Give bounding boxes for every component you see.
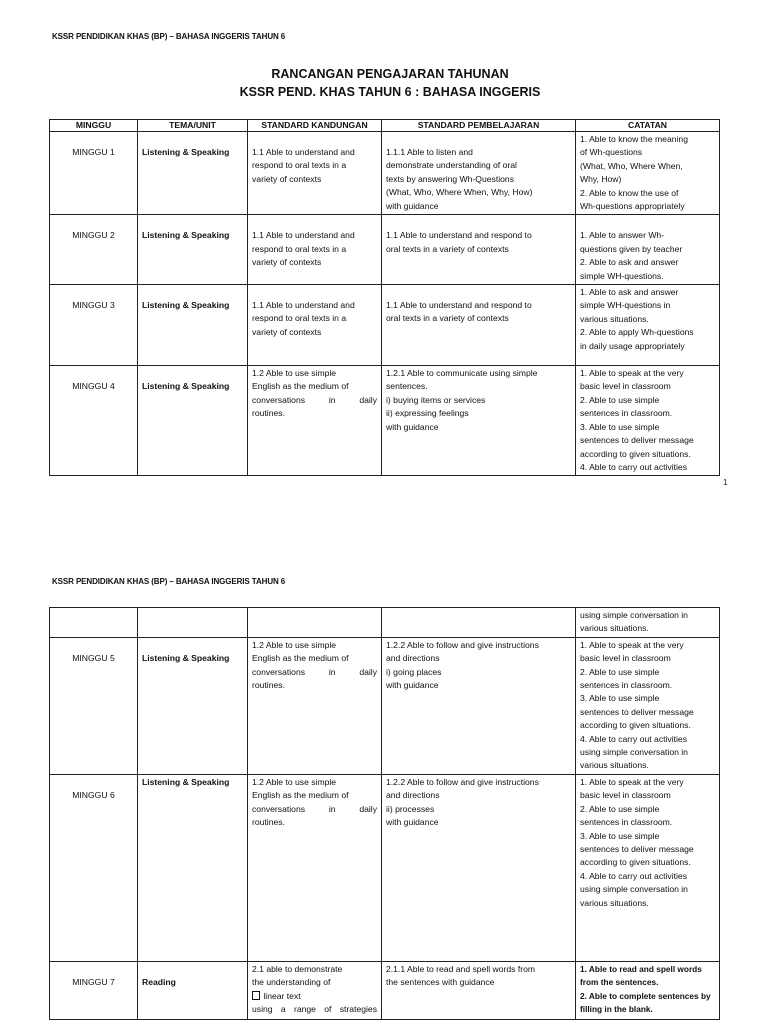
table-header-row <box>50 120 720 132</box>
table-row-continued <box>50 608 720 638</box>
sk-cell: 1.1 Able to understand and respond to oral texts in a variety of contexts <box>248 132 382 215</box>
week-cell: MINGGU 1 <box>50 132 138 215</box>
theme-cell: Listening & Speaking <box>138 285 248 366</box>
notes-cell: 1. Able to speak at the very basic level in classroom 2. Able to use simple sentences in classroom. 3. Able to use simple sentences to deliver message according to given situations. 4. Able to carry out activities <box>576 366 720 476</box>
document-subtitle: KSSR PEND. KHAS TAHUN 6 : BAHASA INGGERIS <box>239 85 541 99</box>
table-row <box>50 215 720 285</box>
table-row <box>50 366 720 476</box>
table-row <box>50 637 720 774</box>
week-cell <box>50 608 138 638</box>
theme-cell: Listening & Speaking <box>138 132 248 215</box>
week-cell: MINGGU 5 <box>50 637 138 774</box>
theme-cell: Listening & Speaking <box>138 366 248 476</box>
week-cell: MINGGU 4 <box>50 366 138 476</box>
col-header-standard-kandungan: STANDARD KANDUNGAN <box>248 120 382 132</box>
page-header: KSSR PENDIDIKAN KHAS (BP) – BAHASA INGGERIS TAHUN 6 <box>52 32 286 41</box>
notes-cell: using simple conversation in various situations. <box>576 608 720 638</box>
sk-cell: 1.1 Able to understand and respond to oral texts in a variety of contexts <box>248 215 382 285</box>
week-cell: MINGGU 7 <box>50 961 138 1019</box>
sp-cell: 1.2.2 Able to follow and give instructions and directions ii) processes with guidance <box>382 774 576 961</box>
sp-cell: 2.1.1 Able to read and spell words from the sentences with guidance <box>382 961 576 1019</box>
theme-cell: Listening & Speaking <box>138 215 248 285</box>
page-header: KSSR PENDIDIKAN KHAS (BP) – BAHASA INGGERIS TAHUN 6 <box>52 577 286 586</box>
week-cell: MINGGU 6 <box>50 774 138 961</box>
col-header-catatan: CATATAN <box>576 120 720 132</box>
document-title: RANCANGAN PENGAJARAN TAHUNAN <box>271 67 509 81</box>
notes-cell: 1. Able to speak at the very basic level in classroom 2. Able to use simple sentences in classroom. 3. Able to use simple sentences to deliver message according to given situations. 4. Able to carry out activities using simple conversation in various situations. <box>576 637 720 774</box>
theme-cell: Listening & Speaking <box>138 774 248 961</box>
sk-cell: 2.1 able to demonstrate the understanding of linear text using a range of strategies <box>248 961 382 1019</box>
page-number: 1 <box>723 478 728 487</box>
table-row <box>50 285 720 366</box>
table-row <box>50 961 720 1019</box>
col-header-minggu: MINGGU <box>50 120 138 132</box>
sp-cell: 1.1 Able to understand and respond to oral texts in a variety of contexts <box>382 285 576 366</box>
sk-cell: 1.1 Able to understand and respond to oral texts in a variety of contexts <box>248 285 382 366</box>
sk-cell: 1.2 Able to use simple English as the medium of conversations in daily routines. <box>248 637 382 774</box>
theme-cell: Reading <box>138 961 248 1019</box>
sp-cell: 1.1 Able to understand and respond to oral texts in a variety of contexts <box>382 215 576 285</box>
week-cell: MINGGU 2 <box>50 215 138 285</box>
table-row <box>50 132 720 215</box>
notes-cell: 1. Able to ask and answer simple WH-questions in various situations. 2. Able to apply Wh-questions in daily usage appropriately <box>576 285 720 366</box>
notes-cell: 1. Able to speak at the very basic level in classroom 2. Able to use simple sentences in classroom. 3. Able to use simple sentences to deliver message according to given situations. 4. Able to carry out activities using simple conversation in various situations. <box>576 774 720 961</box>
col-header-standard-pembelajaran: STANDARD PEMBELAJARAN <box>382 120 576 132</box>
col-header-tema: TEMA/UNIT <box>138 120 248 132</box>
sp-cell: 1.1.1 Able to listen and demonstrate understanding of oral texts by answering Wh-Questions (What, Who, Where When, Why, How) with guidance <box>382 132 576 215</box>
notes-cell: 1. Able to know the meaning of Wh-questions (What, Who, Where When, Why, How) 2. Able to know the use of Wh-questions appropriately <box>576 132 720 215</box>
table-row <box>50 774 720 961</box>
theme-cell <box>138 608 248 638</box>
sp-cell <box>382 608 576 638</box>
sk-cell <box>248 608 382 638</box>
sk-cell: 1.2 Able to use simple English as the medium of conversations in daily routines. <box>248 366 382 476</box>
notes-cell: 1. Able to read and spell words from the sentences. 2. Able to complete sentences by filling in the blank. <box>576 961 720 1019</box>
sp-cell: 1.2.2 Able to follow and give instructions and directions i) going places with guidance <box>382 637 576 774</box>
theme-cell: Listening & Speaking <box>138 637 248 774</box>
plan-table-page-1 <box>49 119 720 476</box>
sk-cell: 1.2 Able to use simple English as the medium of conversations in daily routines. <box>248 774 382 961</box>
checkbox-glyph-icon <box>252 991 260 1000</box>
sp-cell: 1.2.1 Able to communicate using simple sentences. i) buying items or services ii) expressing feelings with guidance <box>382 366 576 476</box>
week-cell: MINGGU 3 <box>50 285 138 366</box>
plan-table-page-2 <box>49 607 720 1020</box>
notes-cell: 1. Able to answer Wh- questions given by teacher 2. Able to ask and answer simple WH-questions. <box>576 215 720 285</box>
